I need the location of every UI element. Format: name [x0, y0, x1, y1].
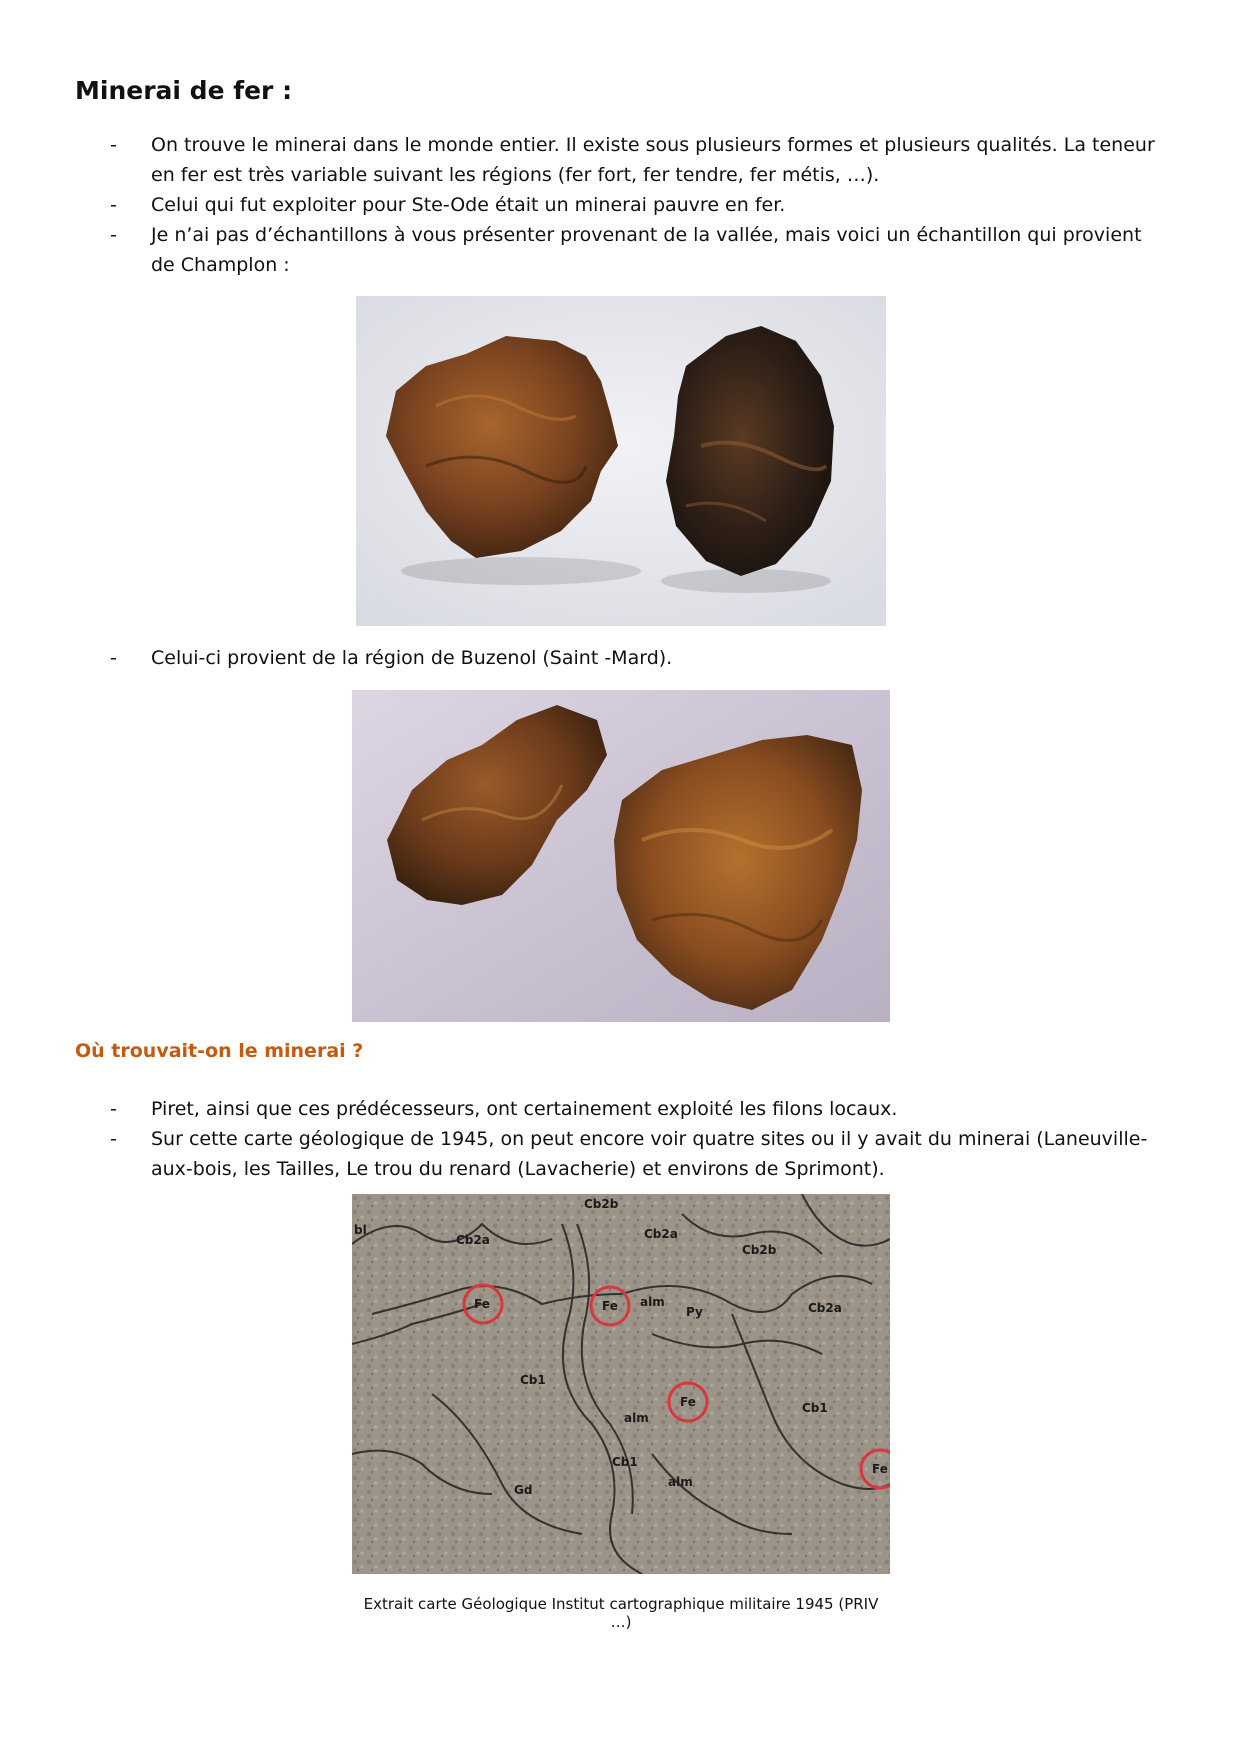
bullet-marker: -: [110, 134, 117, 156]
list-item: [110, 130, 1170, 190]
map-label: alm: [668, 1475, 693, 1489]
map-label: Py: [686, 1305, 703, 1319]
bullet-marker: -: [110, 224, 117, 246]
map-label: alm: [624, 1411, 649, 1425]
list-item: [110, 220, 1170, 280]
map-label: Fe: [872, 1462, 888, 1476]
section-bullet-list: [110, 1094, 1170, 1184]
map-label: Gd: [514, 1483, 533, 1497]
intro-bullet-list: [110, 130, 1170, 280]
map-label: Cb2a: [456, 1233, 490, 1247]
map-label: Cb2a: [808, 1301, 842, 1315]
list-item: [110, 1094, 1170, 1124]
map-caption: Extrait carte Géologique Institut cartographique militaire 1945 (PRIV …): [363, 1595, 879, 1631]
section-heading: Où trouvait-on le minerai ?: [75, 1040, 364, 1062]
map-label: Cb1: [520, 1373, 546, 1387]
geological-map: [352, 1194, 890, 1574]
bullet-text: Celui qui fut exploiter pour Ste-Ode était un minerai pauvre en fer.: [151, 194, 786, 216]
bullet-text: On trouve le minerai dans le monde entier. Il existe sous plusieurs formes et plusieurs qualités. La teneur en fer est très variable suivant les régions (fer fort, fer tendre, fer métis, …).: [151, 134, 1155, 186]
buzenol-ore-photo: [352, 690, 890, 1022]
map-label: Cb2a: [644, 1227, 678, 1241]
map-label: bl: [354, 1223, 367, 1237]
bullet-marker: -: [110, 194, 117, 216]
bullet-marker: -: [110, 647, 117, 669]
bullet-marker: -: [110, 1098, 117, 1120]
map-label: Cb1: [612, 1455, 638, 1469]
map-label: Fe: [474, 1297, 490, 1311]
bullet-text: Celui-ci provient de la région de Buzenol (Saint -Mard).: [151, 647, 673, 669]
map-label: alm: [640, 1295, 665, 1309]
bullet-text: Sur cette carte géologique de 1945, on peut encore voir quatre sites ou il y avait du minerai (Laneuville-aux-bois, les Tailles, Le trou du renard (Lavacherie) et environs de Sprimont).: [151, 1128, 1148, 1180]
bullet-marker: -: [110, 1128, 117, 1150]
map-label: Cb1: [802, 1401, 828, 1415]
map-label: Cb2b: [584, 1197, 619, 1211]
page-title: Minerai de fer :: [75, 76, 293, 105]
list-item: [110, 190, 1170, 220]
bullet-text: Piret, ainsi que ces prédécesseurs, ont certainement exploité les filons locaux.: [151, 1098, 898, 1120]
map-label: Fe: [680, 1395, 696, 1409]
list-item: [110, 643, 1170, 673]
buzenol-bullet-list: [110, 643, 1170, 673]
champlon-ore-photo: [356, 296, 886, 626]
map-label: Fe: [602, 1299, 618, 1313]
bullet-text: Je n’ai pas d’échantillons à vous présenter provenant de la vallée, mais voici un échantillon qui provient de Champlon :: [151, 224, 1142, 276]
map-label: Cb2b: [742, 1243, 777, 1257]
list-item: [110, 1124, 1170, 1184]
